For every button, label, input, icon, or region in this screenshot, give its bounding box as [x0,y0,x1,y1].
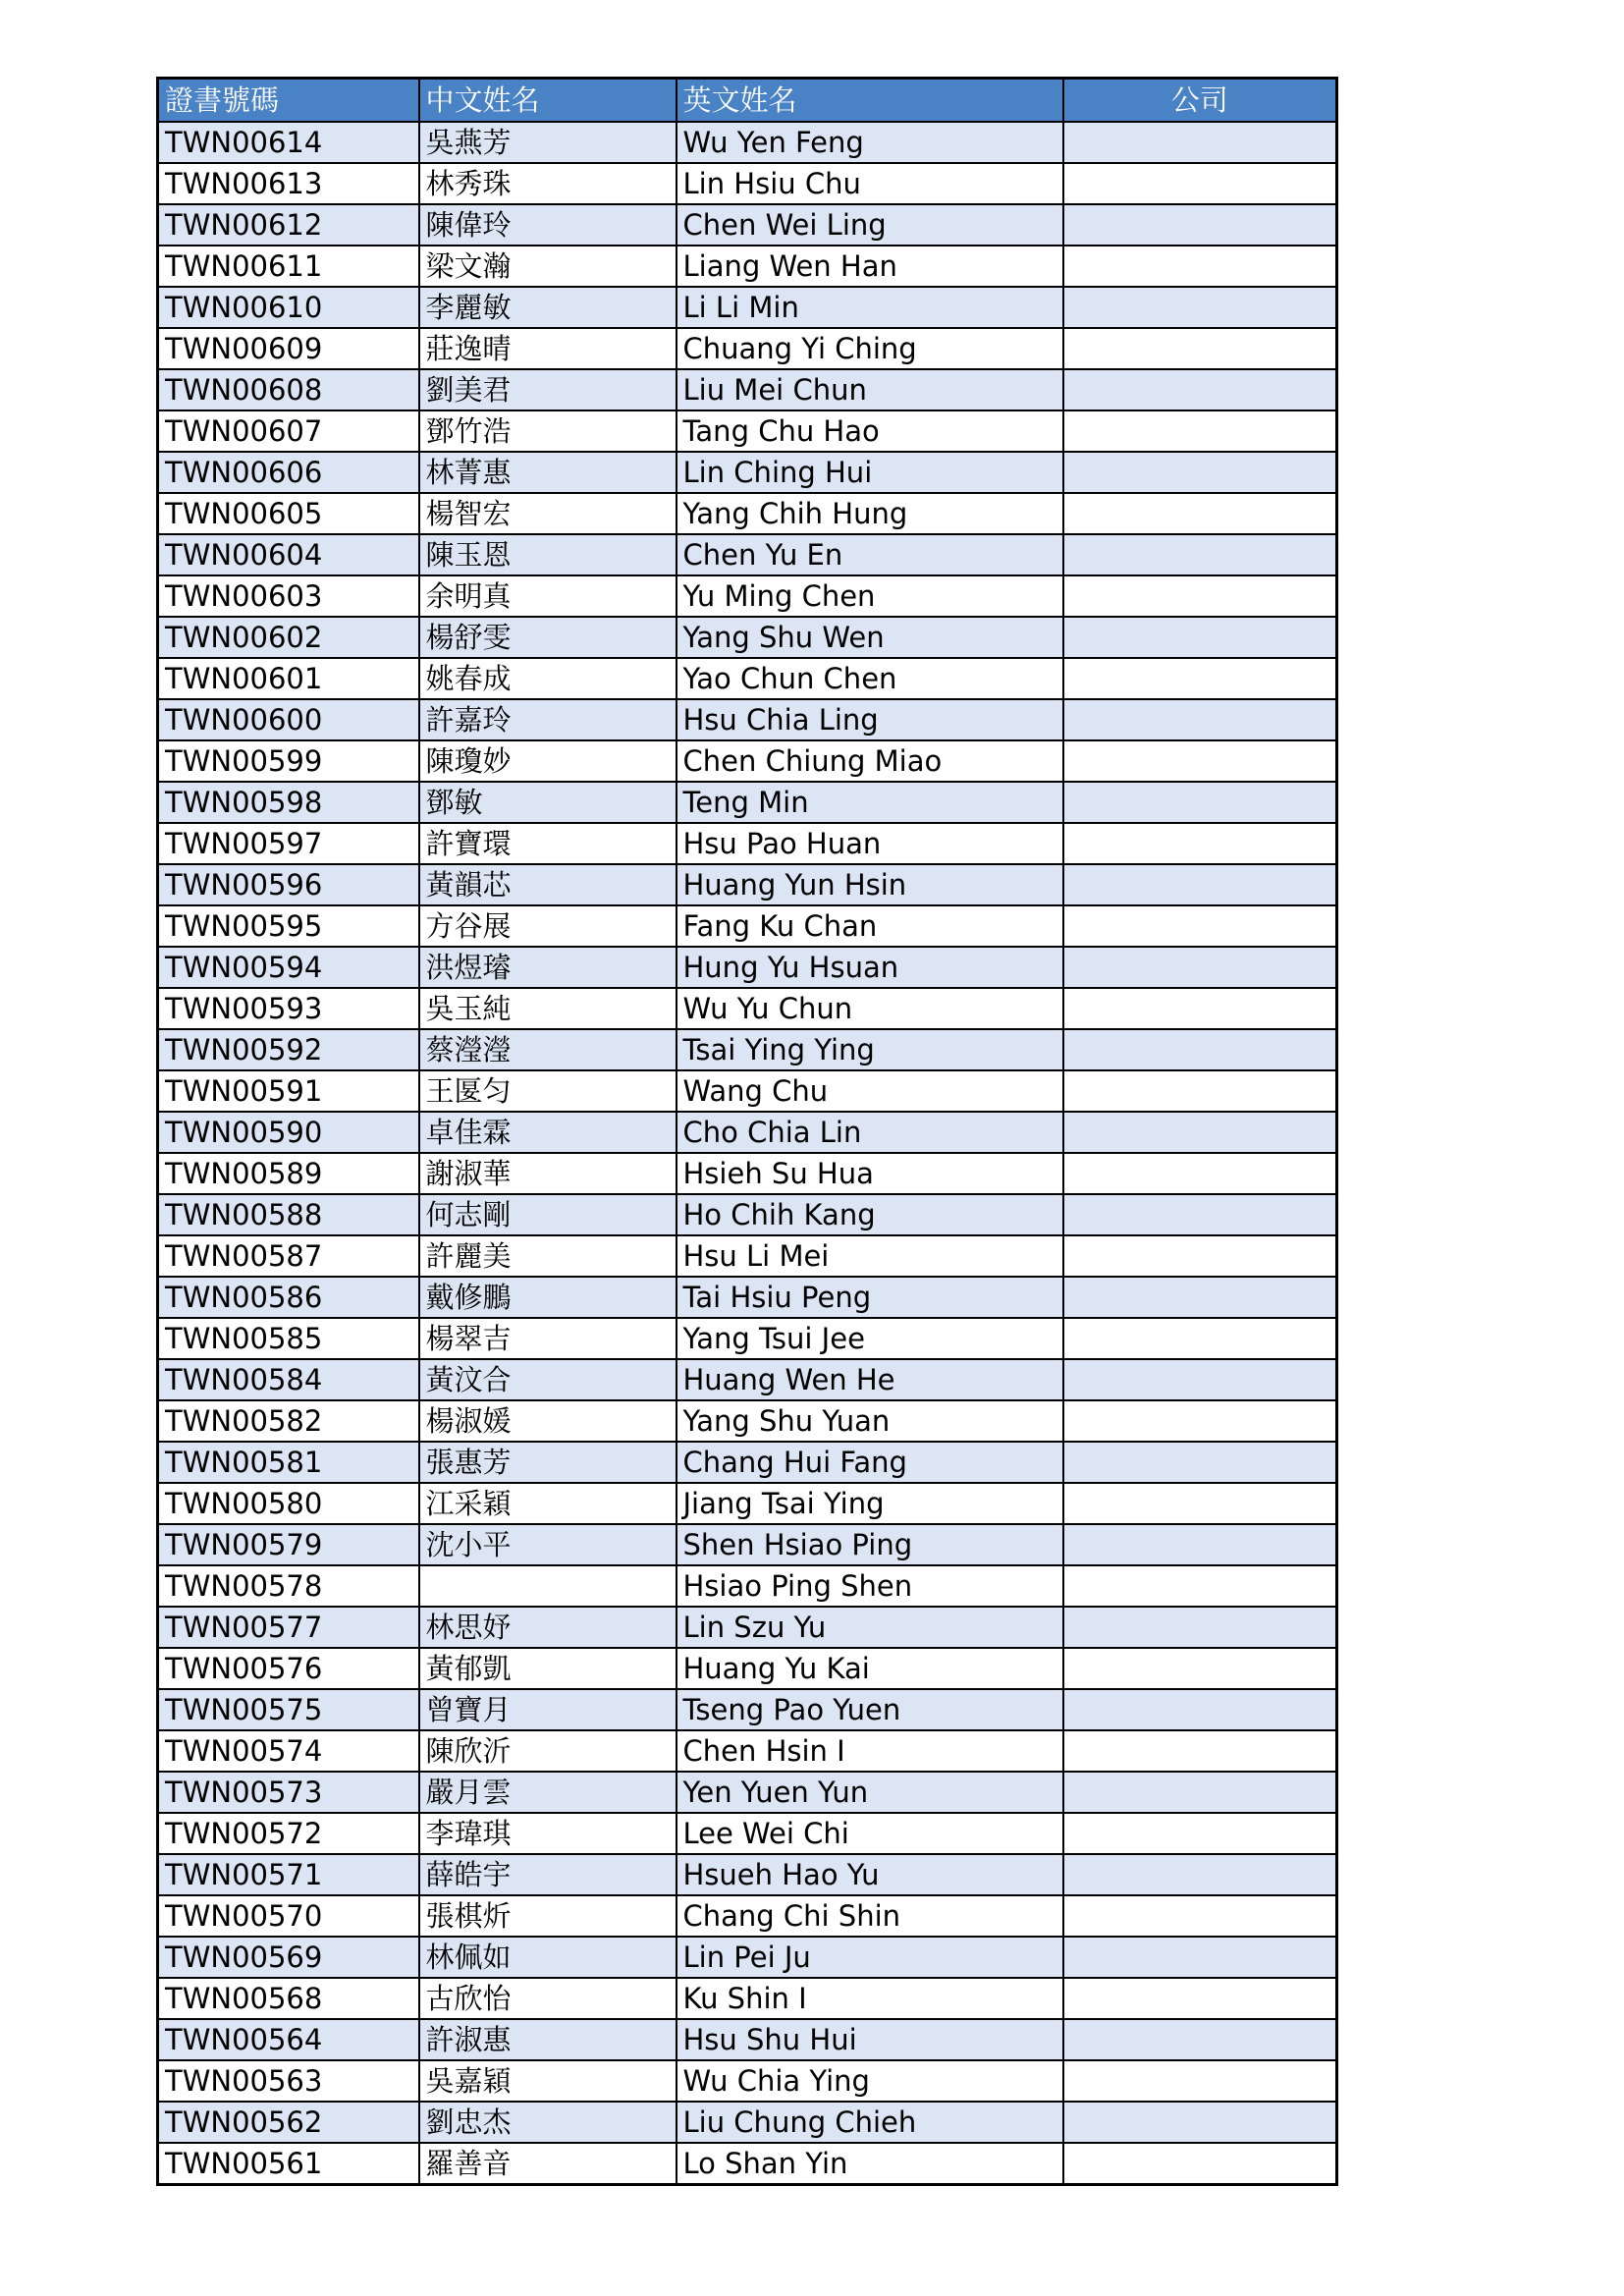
english-name-cell: Yen Yuen Yun [677,1772,1063,1813]
english-name-cell: Hsueh Hao Yu [677,1854,1063,1895]
english-name-cell: Wu Yen Feng [677,122,1063,163]
company-cell [1063,1153,1337,1194]
certificate-number-cell: TWN00585 [158,1318,419,1359]
company-cell [1063,328,1337,369]
table-row [158,1029,1337,1070]
chinese-name-cell: 林菁惠 [419,452,677,493]
company-cell [1063,2102,1337,2143]
table-row [158,328,1337,369]
table-row [158,1318,1337,1359]
certificate-table [156,77,1338,2186]
company-cell [1063,1854,1337,1895]
english-name-cell: Chang Hui Fang [677,1442,1063,1483]
certificate-sheet [156,77,1335,2186]
chinese-name-cell: 楊淑媛 [419,1400,677,1442]
chinese-name-cell: 黃韻芯 [419,864,677,905]
company-cell [1063,1607,1337,1648]
company-cell [1063,2019,1337,2060]
company-cell [1063,1194,1337,1235]
company-cell [1063,287,1337,328]
certificate-number-cell: TWN00580 [158,1483,419,1524]
certificate-number-cell: TWN00574 [158,1730,419,1772]
chinese-name-cell: 謝淑華 [419,1153,677,1194]
company-cell [1063,1730,1337,1772]
table-row [158,1112,1337,1153]
certificate-number-cell: TWN00579 [158,1524,419,1565]
english-name-cell: Lin Ching Hui [677,452,1063,493]
english-name-cell: Yu Ming Chen [677,575,1063,617]
certificate-number-cell: TWN00582 [158,1400,419,1442]
table-row [158,823,1337,864]
chinese-name-cell: 蔡瀅瀅 [419,1029,677,1070]
certificate-number-cell: TWN00597 [158,823,419,864]
table-row [158,452,1337,493]
certificate-number-cell: TWN00571 [158,1854,419,1895]
company-cell [1063,699,1337,740]
company-cell [1063,1359,1337,1400]
certificate-number-cell: TWN00602 [158,617,419,658]
certificate-number-cell: TWN00581 [158,1442,419,1483]
english-name-cell: Tsai Ying Ying [677,1029,1063,1070]
company-cell [1063,1937,1337,1978]
chinese-name-cell: 陳欣沂 [419,1730,677,1772]
english-name-cell: Chang Chi Shin [677,1895,1063,1937]
chinese-name-cell: 吳嘉穎 [419,2060,677,2102]
english-name-cell: Lin Szu Yu [677,1607,1063,1648]
table-row [158,534,1337,575]
chinese-name-cell: 陳玉恩 [419,534,677,575]
company-cell [1063,122,1337,163]
company-cell [1063,534,1337,575]
company-cell [1063,1648,1337,1689]
english-name-cell: Ku Shin I [677,1978,1063,2019]
certificate-number-cell: TWN00564 [158,2019,419,2060]
table-row [158,1854,1337,1895]
chinese-name-cell: 許嘉玲 [419,699,677,740]
certificate-number-cell: TWN00612 [158,204,419,246]
certificate-number-cell: TWN00601 [158,658,419,699]
english-name-cell: Lee Wei Chi [677,1813,1063,1854]
column-header-company: 公司 [1063,79,1337,122]
company-cell [1063,1277,1337,1318]
english-name-cell: Hsu Pao Huan [677,823,1063,864]
chinese-name-cell: 余明真 [419,575,677,617]
table-row [158,1648,1337,1689]
english-name-cell: Tai Hsiu Peng [677,1277,1063,1318]
column-header-chinese-name: 中文姓名 [419,79,677,122]
english-name-cell: Lin Pei Ju [677,1937,1063,1978]
company-cell [1063,1813,1337,1854]
company-cell [1063,1318,1337,1359]
table-row [158,2143,1337,2185]
column-header-english-name: 英文姓名 [677,79,1063,122]
table-row [158,1359,1337,1400]
header-row [158,79,1337,122]
english-name-cell: Chen Chiung Miao [677,740,1063,782]
chinese-name-cell: 林秀珠 [419,163,677,204]
certificate-number-cell: TWN00610 [158,287,419,328]
company-cell [1063,2143,1337,2185]
table-row [158,864,1337,905]
english-name-cell: Huang Yu Kai [677,1648,1063,1689]
company-cell [1063,204,1337,246]
company-cell [1063,905,1337,947]
chinese-name-cell: 鄧敏 [419,782,677,823]
chinese-name-cell: 許麗美 [419,1235,677,1277]
company-cell [1063,658,1337,699]
company-cell [1063,1235,1337,1277]
certificate-number-cell: TWN00614 [158,122,419,163]
english-name-cell: Li Li Min [677,287,1063,328]
chinese-name-cell: 薛皓宇 [419,1854,677,1895]
company-cell [1063,1689,1337,1730]
certificate-number-cell: TWN00595 [158,905,419,947]
chinese-name-cell: 羅善音 [419,2143,677,2185]
certificate-number-cell: TWN00607 [158,410,419,452]
company-cell [1063,1029,1337,1070]
certificate-number-cell: TWN00573 [158,1772,419,1813]
english-name-cell: Liu Mei Chun [677,369,1063,410]
chinese-name-cell: 曾寶月 [419,1689,677,1730]
english-name-cell: Ho Chih Kang [677,1194,1063,1235]
certificate-number-cell: TWN00604 [158,534,419,575]
english-name-cell: Huang Wen He [677,1359,1063,1400]
table-row [158,988,1337,1029]
certificate-number-cell: TWN00599 [158,740,419,782]
chinese-name-cell: 卓佳霖 [419,1112,677,1153]
english-name-cell: Chen Hsin I [677,1730,1063,1772]
table-row [158,2019,1337,2060]
table-row [158,287,1337,328]
chinese-name-cell: 戴修鵬 [419,1277,677,1318]
english-name-cell: Hsieh Su Hua [677,1153,1063,1194]
chinese-name-cell: 張棋炘 [419,1895,677,1937]
chinese-name-cell: 劉美君 [419,369,677,410]
table-row [158,1730,1337,1772]
company-cell [1063,410,1337,452]
chinese-name-cell: 林思妤 [419,1607,677,1648]
chinese-name-cell: 劉忠杰 [419,2102,677,2143]
english-name-cell: Liu Chung Chieh [677,2102,1063,2143]
table-row [158,947,1337,988]
chinese-name-cell: 何志剛 [419,1194,677,1235]
table-row [158,740,1337,782]
company-cell [1063,246,1337,287]
english-name-cell: Cho Chia Lin [677,1112,1063,1153]
table-row [158,1277,1337,1318]
company-cell [1063,740,1337,782]
chinese-name-cell: 李麗敏 [419,287,677,328]
company-cell [1063,1400,1337,1442]
company-cell [1063,617,1337,658]
company-cell [1063,575,1337,617]
chinese-name-cell: 梁文瀚 [419,246,677,287]
english-name-cell: Hsiao Ping Shen [677,1565,1063,1607]
certificate-number-cell: TWN00608 [158,369,419,410]
certificate-number-cell: TWN00594 [158,947,419,988]
english-name-cell: Hsu Li Mei [677,1235,1063,1277]
certificate-number-cell: TWN00569 [158,1937,419,1978]
chinese-name-cell: 古欣怡 [419,1978,677,2019]
table-row [158,410,1337,452]
chinese-name-cell: 嚴月雲 [419,1772,677,1813]
table-body [158,122,1337,2185]
table-row [158,1194,1337,1235]
company-cell [1063,369,1337,410]
english-name-cell: Chen Yu En [677,534,1063,575]
chinese-name-cell: 許寶環 [419,823,677,864]
certificate-number-cell: TWN00587 [158,1235,419,1277]
certificate-number-cell: TWN00561 [158,2143,419,2185]
chinese-name-cell: 洪煜璿 [419,947,677,988]
chinese-name-cell: 楊舒雯 [419,617,677,658]
company-cell [1063,2060,1337,2102]
certificate-number-cell: TWN00570 [158,1895,419,1937]
english-name-cell: Wu Chia Ying [677,2060,1063,2102]
certificate-number-cell: TWN00584 [158,1359,419,1400]
table-row [158,1689,1337,1730]
chinese-name-cell: 方谷展 [419,905,677,947]
chinese-name-cell: 陳瓊妙 [419,740,677,782]
certificate-number-cell: TWN00563 [158,2060,419,2102]
english-name-cell: Chen Wei Ling [677,204,1063,246]
table-row [158,1483,1337,1524]
chinese-name-cell: 沈小平 [419,1524,677,1565]
company-cell [1063,493,1337,534]
certificate-number-cell: TWN00600 [158,699,419,740]
table-header [158,79,1337,122]
company-cell [1063,1565,1337,1607]
english-name-cell: Teng Min [677,782,1063,823]
certificate-number-cell: TWN00568 [158,1978,419,2019]
table-row [158,699,1337,740]
english-name-cell: Yao Chun Chen [677,658,1063,699]
table-row [158,369,1337,410]
chinese-name-cell: 王匽匀 [419,1070,677,1112]
table-row [158,1813,1337,1854]
company-cell [1063,1442,1337,1483]
certificate-number-cell: TWN00572 [158,1813,419,1854]
company-cell [1063,988,1337,1029]
column-header-certificate-number: 證書號碼 [158,79,419,122]
certificate-number-cell: TWN00598 [158,782,419,823]
certificate-number-cell: TWN00589 [158,1153,419,1194]
table-row [158,1607,1337,1648]
table-row [158,204,1337,246]
company-cell [1063,864,1337,905]
certificate-number-cell: TWN00588 [158,1194,419,1235]
chinese-name-cell: 吳玉純 [419,988,677,1029]
company-cell [1063,1524,1337,1565]
chinese-name-cell: 楊翠吉 [419,1318,677,1359]
chinese-name-cell: 陳偉玲 [419,204,677,246]
certificate-number-cell: TWN00611 [158,246,419,287]
table-row [158,905,1337,947]
company-cell [1063,1070,1337,1112]
english-name-cell: Lo Shan Yin [677,2143,1063,2185]
english-name-cell: Shen Hsiao Ping [677,1524,1063,1565]
english-name-cell: Wang Chu [677,1070,1063,1112]
english-name-cell: Yang Chih Hung [677,493,1063,534]
chinese-name-cell: 黃郁凱 [419,1648,677,1689]
english-name-cell: Yang Shu Wen [677,617,1063,658]
chinese-name-cell: 李瑋琪 [419,1813,677,1854]
chinese-name-cell: 黃汶合 [419,1359,677,1400]
table-row [158,122,1337,163]
table-row [158,2102,1337,2143]
certificate-number-cell: TWN00603 [158,575,419,617]
company-cell [1063,1772,1337,1813]
certificate-number-cell: TWN00578 [158,1565,419,1607]
certificate-number-cell: TWN00576 [158,1648,419,1689]
chinese-name-cell: 楊智宏 [419,493,677,534]
english-name-cell: Lin Hsiu Chu [677,163,1063,204]
certificate-number-cell: TWN00609 [158,328,419,369]
english-name-cell: Chuang Yi Ching [677,328,1063,369]
table-row [158,163,1337,204]
certificate-number-cell: TWN00562 [158,2102,419,2143]
english-name-cell: Fang Ku Chan [677,905,1063,947]
table-row [158,1442,1337,1483]
table-row [158,1978,1337,2019]
certificate-number-cell: TWN00596 [158,864,419,905]
english-name-cell: Hung Yu Hsuan [677,947,1063,988]
table-row [158,1400,1337,1442]
chinese-name-cell: 莊逸晴 [419,328,677,369]
certificate-number-cell: TWN00613 [158,163,419,204]
certificate-number-cell: TWN00593 [158,988,419,1029]
english-name-cell: Tang Chu Hao [677,410,1063,452]
certificate-number-cell: TWN00577 [158,1607,419,1648]
english-name-cell: Wu Yu Chun [677,988,1063,1029]
table-row [158,1937,1337,1978]
english-name-cell: Yang Tsui Jee [677,1318,1063,1359]
certificate-number-cell: TWN00590 [158,1112,419,1153]
table-row [158,1524,1337,1565]
chinese-name-cell: 江采穎 [419,1483,677,1524]
english-name-cell: Hsu Chia Ling [677,699,1063,740]
table-row [158,1070,1337,1112]
certificate-number-cell: TWN00592 [158,1029,419,1070]
english-name-cell: Yang Shu Yuan [677,1400,1063,1442]
certificate-number-cell: TWN00605 [158,493,419,534]
chinese-name-cell: 吳燕芳 [419,122,677,163]
chinese-name-cell: 鄧竹浩 [419,410,677,452]
company-cell [1063,1895,1337,1937]
company-cell [1063,163,1337,204]
chinese-name-cell: 張惠芳 [419,1442,677,1483]
company-cell [1063,1112,1337,1153]
company-cell [1063,452,1337,493]
table-row [158,493,1337,534]
table-row [158,1772,1337,1813]
table-row [158,1153,1337,1194]
table-row [158,2060,1337,2102]
certificate-number-cell: TWN00606 [158,452,419,493]
certificate-number-cell: TWN00586 [158,1277,419,1318]
table-row [158,575,1337,617]
company-cell [1063,947,1337,988]
chinese-name-cell: 林佩如 [419,1937,677,1978]
certificate-number-cell: TWN00575 [158,1689,419,1730]
certificate-number-cell: TWN00591 [158,1070,419,1112]
table-row [158,1565,1337,1607]
table-row [158,1895,1337,1937]
chinese-name-cell: 姚春成 [419,658,677,699]
chinese-name-cell: 許淑惠 [419,2019,677,2060]
table-row [158,782,1337,823]
company-cell [1063,1483,1337,1524]
table-row [158,617,1337,658]
table-row [158,658,1337,699]
english-name-cell: Huang Yun Hsin [677,864,1063,905]
table-row [158,246,1337,287]
english-name-cell: Jiang Tsai Ying [677,1483,1063,1524]
english-name-cell: Liang Wen Han [677,246,1063,287]
company-cell [1063,782,1337,823]
company-cell [1063,1978,1337,2019]
english-name-cell: Hsu Shu Hui [677,2019,1063,2060]
chinese-name-cell [419,1565,677,1607]
company-cell [1063,823,1337,864]
table-row [158,1235,1337,1277]
english-name-cell: Tseng Pao Yuen [677,1689,1063,1730]
